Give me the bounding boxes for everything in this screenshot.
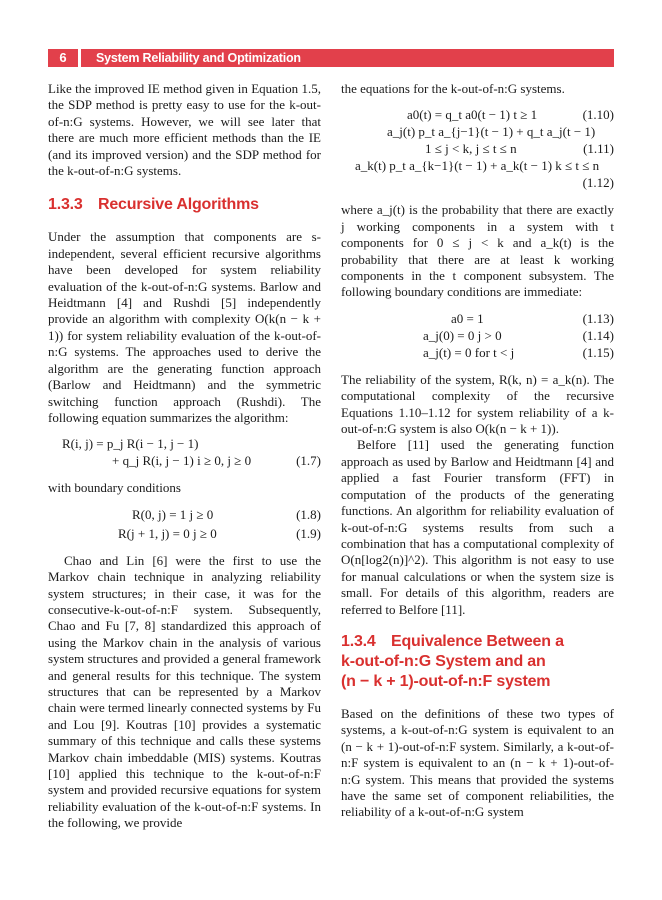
- equation-1-9-tag: (1.9): [296, 525, 321, 541]
- paragraph-reliability-complexity: The reliability of the system, R(k, n) = a_k(n). The computational complexity of the recursive Equations 1.10–1.12 for system reliability of a k-out-of-n:G system is also O(k(n − k + 1)).: [341, 371, 614, 437]
- equation-1-12-tag: (1.12): [582, 175, 614, 191]
- paragraph-recursive-algorithms: Under the assumption that components are s-independent, several efficient recursive algorithms have been developed for system reliability evaluation of the k-out-of-n:G systems. Barlow and Heidtmann [4] and Rushdi [5] independently provide an algorithm with complexity O(k(n − k + 1)) for system reliability evaluation of the k-out-of-n:G systems. The approaches used to derive the algorithm are the generating function approach (Barlow and Heidtmann) and the symmetric switching function approach (Rushdi). The following equation summarizes the algorithm:: [48, 229, 321, 425]
- equation-1-8: R(0, j) = 1 j ≥ 0: [132, 506, 214, 522]
- section-number: 1.3.3: [48, 196, 83, 214]
- paragraph-equivalence: Based on the definitions of these two types of systems, a k-out-of-n:G system is equivalent to an (n − k + 1)-out-of-n:F system. Similarly, a k-out-of-n:F system is equivalent to an (n − k + 1)-out-of-n:G system. This means that provided the systems have the same set of component reliabilities, the reliability of a k-out-of-n:G system: [341, 705, 614, 820]
- paragraph-belfore: Belfore [11] used the generating function approach as used by Barlow and Heidtmann [4] and applied a fast Fourier transform (FFT) in computation of the products of the generating functions. An algorithm for reliability evaluation of k-out-of-n:G systems results from such a combination that has a computational complexity of O(n[log2(n)]^2). This algorithm is not easy to use for manual calculations or when the system size is small. For details of this algorithm, readers are referred to Belfore [11].: [341, 437, 614, 617]
- equation-1-7-line2: + q_j R(i, j − 1) i ≥ 0, j ≥ 0: [112, 453, 252, 469]
- equation-1-7: [48, 436, 321, 470]
- header-separator: [78, 49, 81, 67]
- equations-1-10-1-12: [341, 107, 614, 192]
- equation-1-15: a_j(t) = 0 for t < j: [423, 344, 515, 360]
- section-title: Recursive Algorithms: [98, 196, 259, 214]
- right-column: [341, 81, 614, 821]
- left-column: [48, 81, 321, 832]
- equation-1-10-tag: (1.10): [582, 107, 614, 123]
- equation-1-9: R(j + 1, j) = 0 j ≥ 0: [118, 525, 217, 541]
- equations-1-8-1-9: [48, 507, 321, 543]
- paragraph-where-aj: where a_j(t) is the probability that there are exactly j working components in a system with t components for 0 ≤ j < k and a_k(t) is the probability that there are at least k working components in the t component subsystem. The following boundary conditions are immediate:: [341, 202, 614, 300]
- page-number: 6: [59, 50, 67, 65]
- running-header: [48, 49, 614, 67]
- section-title-line2: k-out-of-n:G System and an: [341, 652, 546, 670]
- section-title-line3: (n − k + 1)-out-of-n:F system: [341, 672, 551, 690]
- paragraph-equations-intro: the equations for the k-out-of-n:G systems.: [341, 81, 565, 96]
- section-title-line1: Equivalence Between a: [391, 632, 564, 650]
- section-heading-1-3-4: [341, 632, 614, 692]
- equation-1-10: a0(t) = q_t a0(t − 1) t ≥ 1: [407, 107, 538, 123]
- equation-1-15-tag: (1.15): [582, 344, 614, 360]
- paragraph-markov-chain: Chao and Lin [6] were the first to use the Markov chain technique in analyzing reliability system structures; in their case, it was for the consecutive-k-out-of-n:F system. Subsequently, Chao and Fu [7, 8] standardized this approach of using the Markov chain in the analysis of various system structures and provided a general framework and general results for this technique. The system structures that can be represented by a Markov chain were termed linearly connected systems by Fu and Lou [9]. Koutras [10] provides a systematic summary of this technique and calls these systems Markov chain imbeddable (MIS) systems. Koutras [10] applied this technique to the k-out-of-n:F system and provided recursive equations for system reliability evaluation of the k-out-of-n:F systems. In the following, we provide: [48, 552, 321, 831]
- equation-1-7-line1: R(i, j) = p_j R(i − 1, j − 1): [62, 436, 199, 452]
- equation-1-13-tag: (1.13): [582, 310, 614, 326]
- running-title: System Reliability and Optimization: [96, 51, 301, 65]
- section-number: 1.3.4: [341, 632, 376, 650]
- equation-1-14-tag: (1.14): [582, 327, 614, 343]
- equation-1-11-line2: 1 ≤ j < k, j ≤ t ≤ n: [425, 141, 517, 157]
- equation-1-14: a_j(0) = 0 j > 0: [423, 327, 502, 343]
- equation-1-11-tag: (1.11): [583, 141, 614, 157]
- equation-1-7-tag: (1.7): [296, 453, 321, 469]
- equation-1-11-line1: a_j(t) p_t a_{j−1}(t − 1) + q_t a_j(t − 1): [387, 124, 596, 140]
- paragraph-sdp-method: Like the improved IE method given in Equation 1.5, the SDP method is pretty easy to use for the k-out-of-n:G systems. However, we will see later that there are much more efficient methods than the IE (and its improved version) and the SDP method for the k-out-of-n:G systems.: [48, 81, 321, 179]
- equation-1-12: a_k(t) p_t a_{k−1}(t − 1) + a_k(t − 1) k ≤ t ≤ n: [355, 158, 600, 174]
- equation-1-13: a0 = 1: [451, 310, 484, 326]
- paragraph-boundary-conditions: with boundary conditions: [48, 480, 181, 496]
- section-heading-1-3-3: [48, 195, 321, 215]
- equations-1-13-1-15: [341, 311, 614, 362]
- equation-1-8-tag: (1.8): [296, 506, 321, 522]
